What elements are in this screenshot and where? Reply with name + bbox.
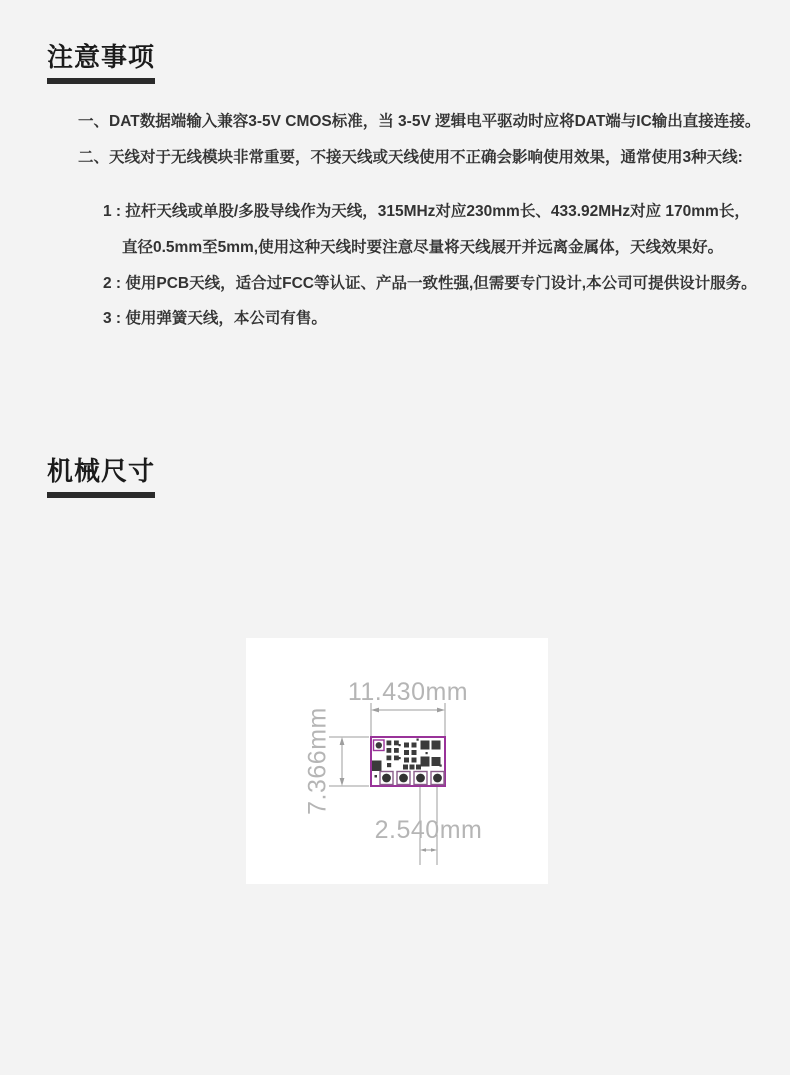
width-dimension-label: 11.430mm xyxy=(347,678,469,706)
note-line-5: 2 : 使用PCB天线，适合过FCC等认证、产品一致性强,但需要专门设计,本公司可提供设计服务。 xyxy=(103,275,757,292)
mechanical-drawing xyxy=(246,638,548,884)
note-line-2: 二、天线对于无线模块非常重要，不接天线或天线使用不正确会影响使用效果，通常使用3种天线: xyxy=(78,149,743,166)
pitch-dimension-label: 2.540mm xyxy=(374,816,483,844)
mechanical-heading: 机械尺寸 xyxy=(47,456,155,498)
note-line-3: 1 : 拉杆天线或单股/多股导线作为天线，315MHz对应230mm长、433.92MHz对应 170mm长， xyxy=(103,203,750,220)
pcb-dimension-drawing xyxy=(246,638,548,884)
notes-heading: 注意事项 xyxy=(47,42,155,84)
pcb-corner-pad xyxy=(374,740,385,751)
note-line-1: 一、DAT数据端输入兼容3-5V CMOS标准，当 3-5V 逻辑电平驱动时应将DAT端与IC输出直接连接。 xyxy=(78,113,761,130)
note-line-4: 直径0.5mm至5mm,使用这种天线时要注意尽量将天线展开并远离金属体，天线效果好。 xyxy=(122,239,724,256)
pcb-module xyxy=(371,737,445,786)
height-dimension-label: 7.366mm xyxy=(303,707,332,815)
note-line-6: 3 : 使用弹簧天线，本公司有售。 xyxy=(103,310,327,327)
